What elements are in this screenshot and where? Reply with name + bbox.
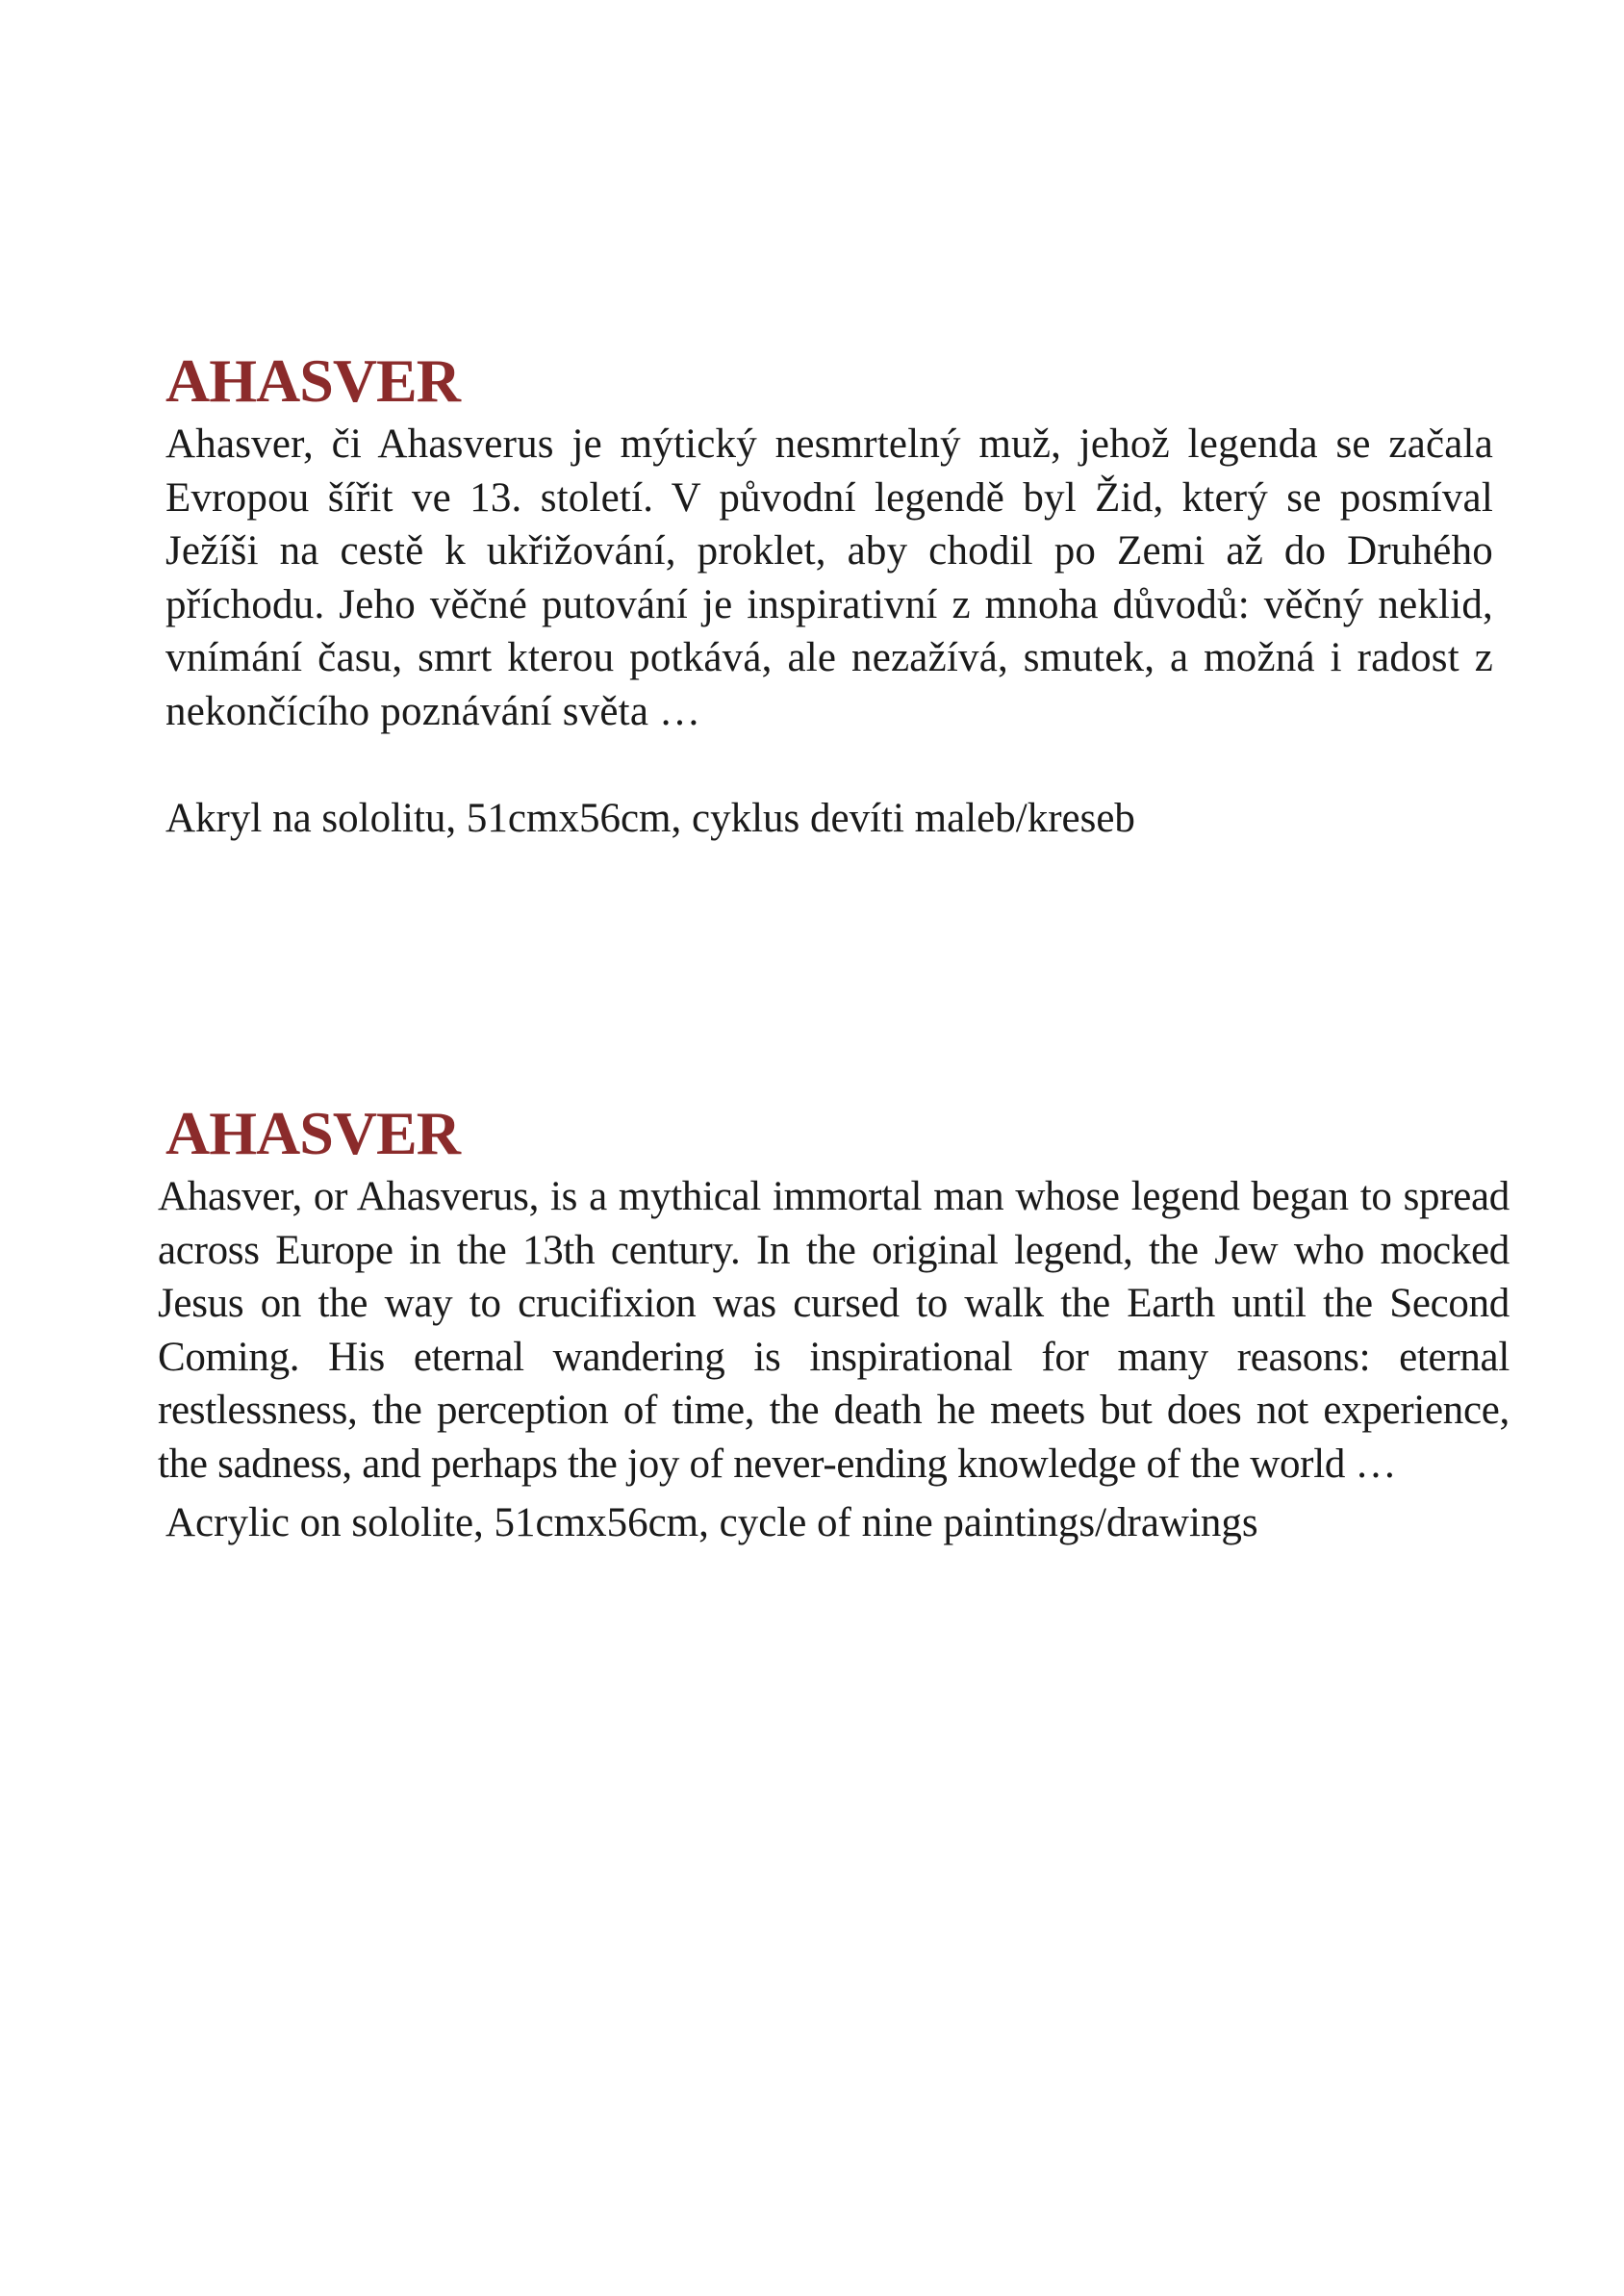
czech-section — [0, 344, 1624, 845]
czech-description: Ahasver, či Ahasverus je mýtický nesmrtelný muž, jehož legenda se začala Evropou šířit ve 13. století. V původní legendě byl Žid, který se posmíval Ježíši na cestě k ukřižování, proklet, aby chodil po Zemi až do Druhého příchodu. Jeho věčné putování je inspirativní z mnoha důvodů: věčný neklid, vnímání času, smrt kterou potkává, ale nezažívá, smutek, a možná i radost z nekončícího poznávání světa … — [165, 421, 1493, 734]
english-caption: Acrylic on sololite, 51cmx56cm, cycle of nine paintings/drawings — [165, 1500, 1258, 1545]
czech-title: AHASVER — [165, 346, 460, 415]
english-title: AHASVER — [165, 1099, 460, 1167]
english-description: Ahasver, or Ahasverus, is a mythical immortal man whose legend began to spread across Europe in the 13th century. In the original legend, the Jew who mocked Jesus on the way to crucifixion was cursed to walk the Earth until the Second Coming. His eternal wandering is inspirational for many reasons: eternal restlessness, the perception of time, the death he meets but does not experience, the sadness, and perhaps the joy of never-ending knowledge of the world … — [158, 1174, 1510, 1487]
czech-caption: Akryl na sololitu, 51cmx56cm, cyklus devíti maleb/kreseb — [165, 796, 1135, 841]
english-section — [0, 1097, 1624, 1549]
